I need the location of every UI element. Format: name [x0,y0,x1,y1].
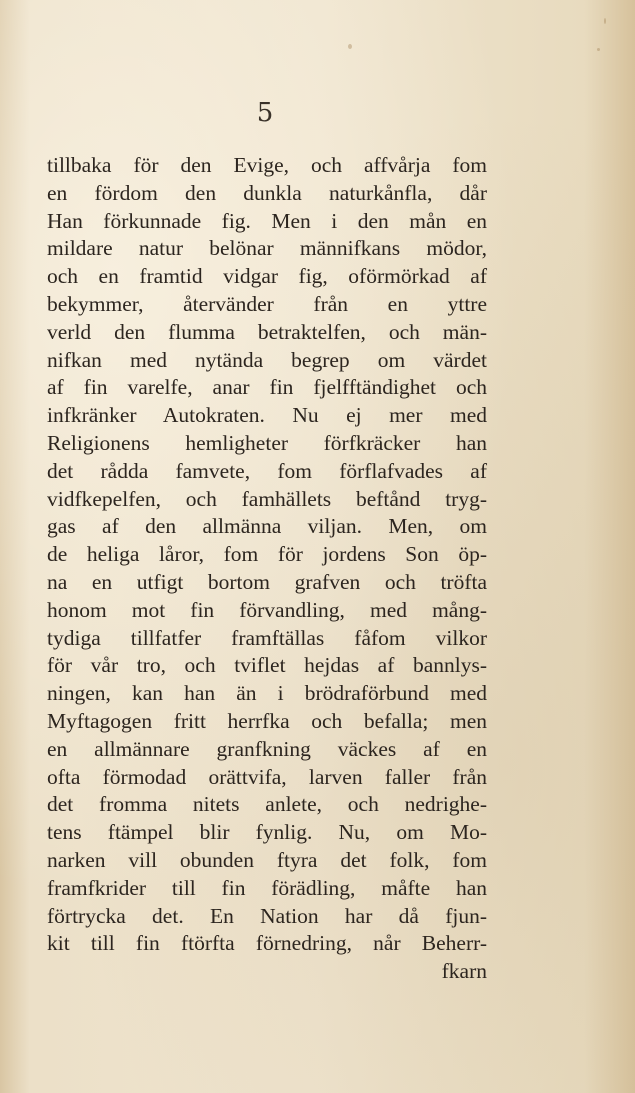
text-line: framfkrider till fin förädling, måfte han [47,875,487,900]
text-line: mildare natur belönar männifkans mödor, [47,236,487,261]
text-line: en allmännare granfkning väckes af en [47,736,487,761]
text-line: det fromma nitets anlete, och nedrighe- [47,792,487,817]
foxing-spot [604,18,606,24]
text-line: vidfkepelfen, och famhällets beftånd tryg- [47,486,487,511]
text-line: Han förkunnade fig. Men i den mån en [47,208,487,233]
text-line: bekymmer, återvänder från en yttre [47,291,487,316]
text-line: tens ftämpel blir fynlig. Nu, om Mo- [47,820,487,845]
text-line: narken vill obunden ftyra det folk, fom [47,847,487,872]
text-line: tillbaka för den Evige, och affvårja fom [47,153,487,177]
text-line: förtrycka det. En Nation har då fjun- [47,903,487,928]
text-line: det rådda famvete, fom förflafvades af [47,458,487,483]
text-line: Myftagogen fritt herrfka och befalla; men [47,708,487,733]
catchword: fkarn [441,959,487,984]
text-line: Religionens hemligheter förfkräcker han [47,430,487,455]
text-line: tydiga tillfatfer framftällas fåfom vilkor [47,625,487,650]
foxing-spot [348,44,352,49]
text-line: ofta förmodad orättvifa, larven faller från [47,764,487,789]
text-line: en fördom den dunkla naturkånfla, dår [47,180,487,205]
body-text [47,152,487,986]
text-line: verld den flumma betraktelfen, och män- [47,319,487,344]
foxing-spot [597,48,600,51]
text-line: för vår tro, och tviflet hejdas af bannlys- [47,653,487,678]
text-line: kit till fin ftörfta förnedring, når Beherr- [47,931,487,956]
text-line: honom mot fin förvandling, med mång- [47,597,487,622]
text-line: nifkan med nytända begrep om värdet [47,347,487,372]
page-number: 5 [256,98,274,128]
text-line: och en framtid vidgar fig, oförmörkad af [47,264,487,289]
text-line: de heliga låror, fom för jordens Son öp- [47,542,487,567]
text-line: infkränker Autokraten. Nu ej mer med [47,403,487,428]
text-line: gas af den allmänna viljan. Men, om [47,514,487,539]
text-line: af fin varelfe, anar fin fjelfftändighet och [47,375,487,400]
text-line: na en utfigt bortom grafven och tröfta [47,569,487,594]
text-line: ningen, kan han än i brödraförbund med [47,681,487,706]
